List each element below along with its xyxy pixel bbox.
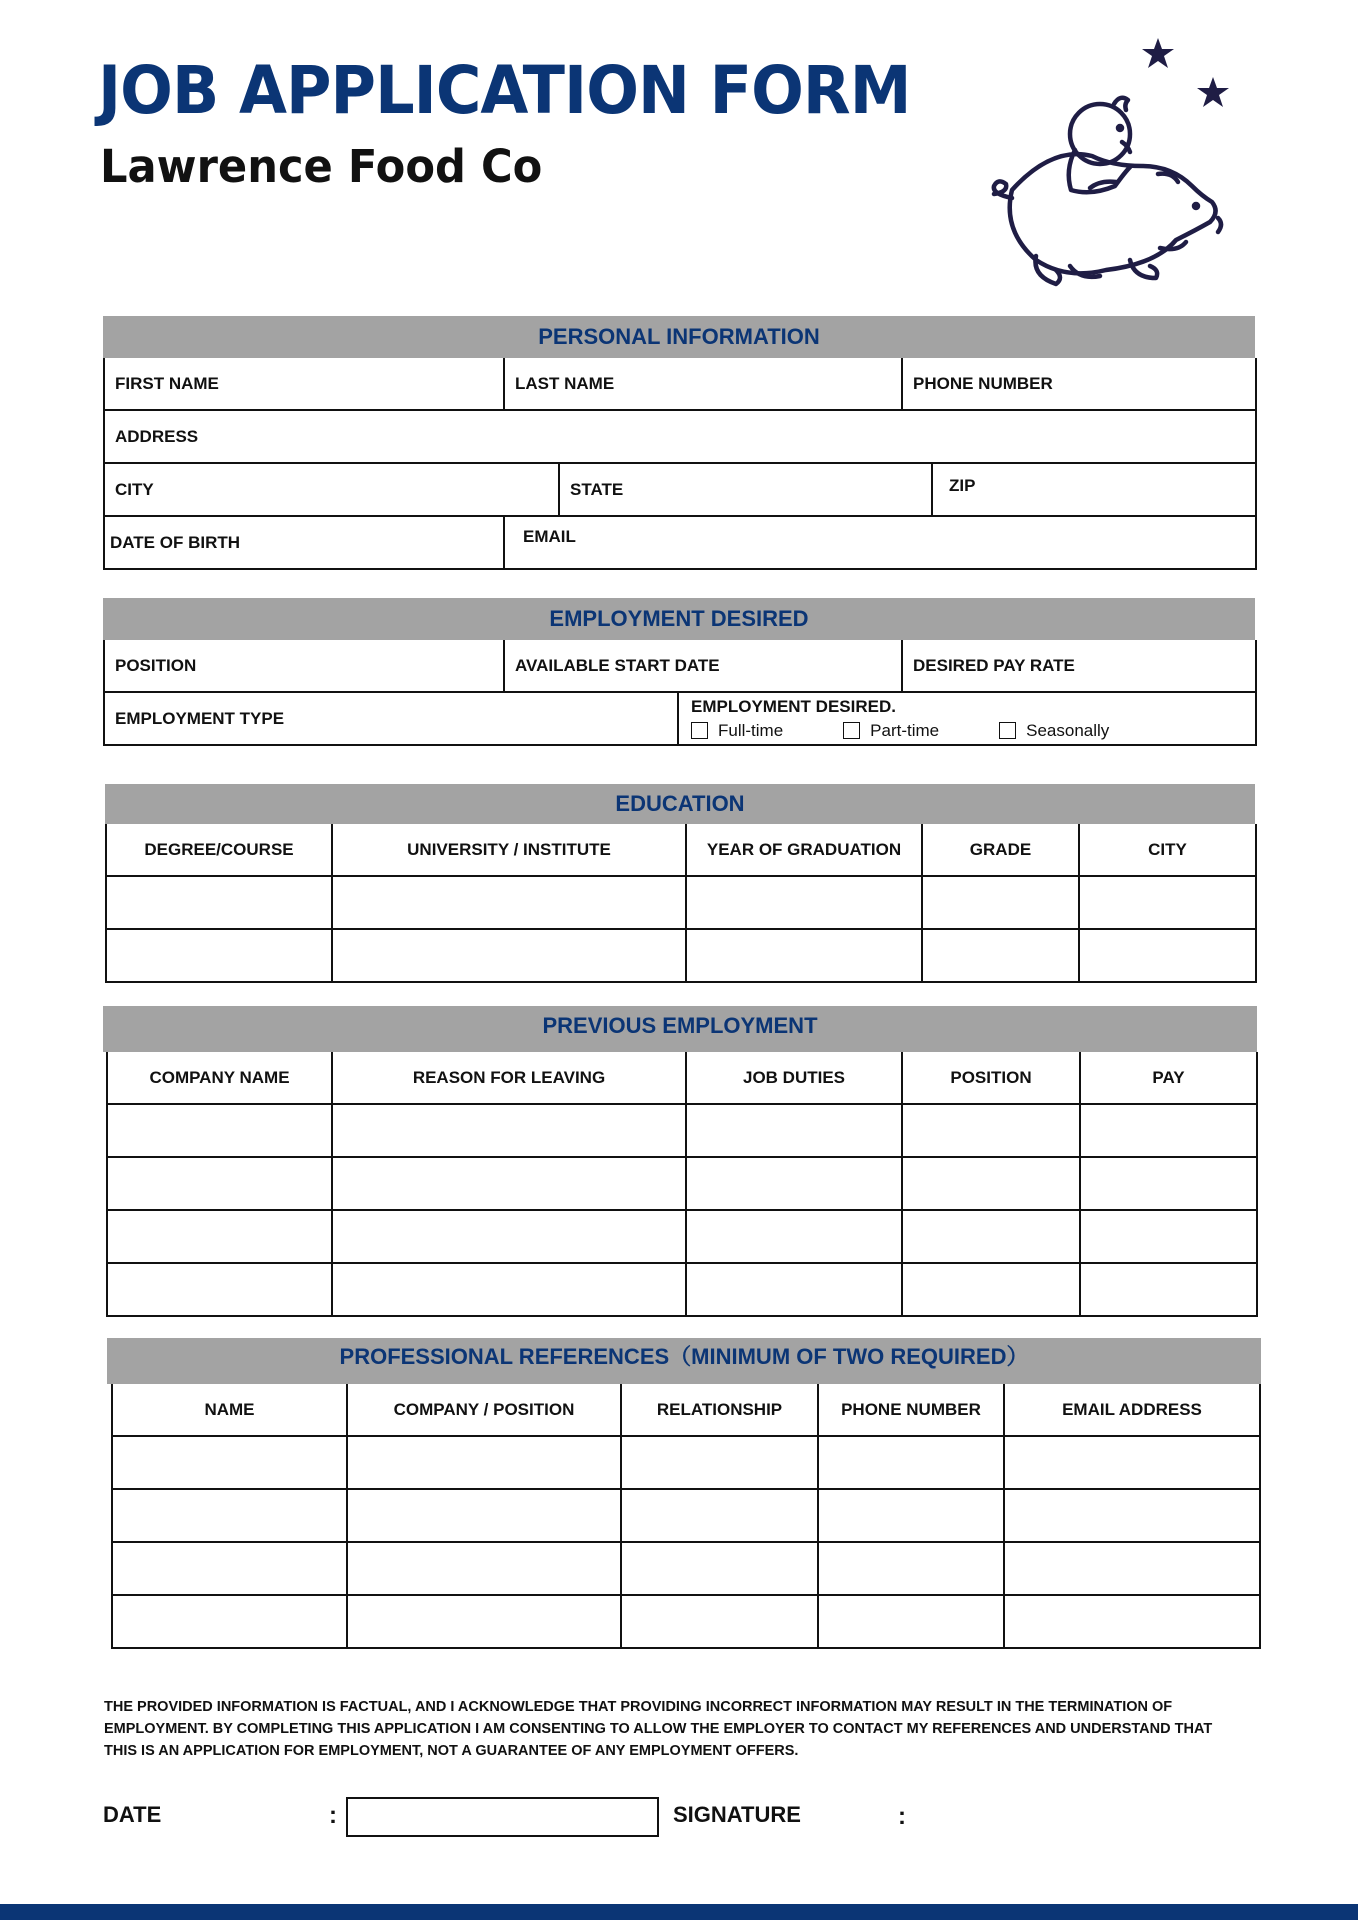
column-header: RELATIONSHIP [622,1384,819,1437]
table-cell[interactable] [687,1158,903,1211]
checkbox-icon[interactable] [999,722,1016,739]
checkbox-icon[interactable] [691,722,708,739]
table-row [108,1264,1257,1317]
table-cell[interactable] [622,1437,819,1490]
table-cell[interactable] [1081,1158,1258,1211]
table-cell[interactable] [107,877,333,930]
column-header: YEAR OF GRADUATION [687,824,923,877]
section-heading: EDUCATION [105,784,1255,824]
address-field[interactable]: ADDRESS [105,411,1257,464]
available-start-date-field[interactable]: AVAILABLE START DATE [505,640,903,693]
column-header: JOB DUTIES [687,1052,903,1105]
table-cell[interactable] [903,1105,1081,1158]
table-cell[interactable] [1005,1437,1261,1490]
phone-number-field[interactable]: PHONE NUMBER [903,358,1257,411]
page-title: JOB APPLICATION FORM [98,52,911,129]
column-header: COMPANY / POSITION [348,1384,622,1437]
table-cell[interactable] [348,1596,622,1649]
employment-desired-options [679,693,1257,746]
table-cell[interactable] [348,1490,622,1543]
table-cell[interactable] [1005,1543,1261,1596]
table-cell[interactable] [622,1596,819,1649]
table-cell[interactable] [1081,1211,1258,1264]
column-header: NAME [113,1384,348,1437]
table-row [113,1596,1261,1649]
column-header: POSITION [903,1052,1081,1105]
column-header: CITY [1080,824,1257,877]
table-cell[interactable] [687,877,923,930]
table-row [113,1543,1261,1596]
table-cell[interactable] [687,1211,903,1264]
table-cell[interactable] [333,1105,687,1158]
table-cell[interactable] [819,1490,1005,1543]
table-cell[interactable] [113,1437,348,1490]
date-input[interactable] [346,1797,659,1837]
column-header: COMPANY NAME [108,1052,333,1105]
table-cell[interactable] [1081,1105,1258,1158]
option-seasonally[interactable]: Seasonally [999,721,1109,741]
date-label: DATE [103,1802,162,1827]
table-cell[interactable] [1080,877,1257,930]
footer-bar [0,1904,1358,1920]
column-header: PAY [1081,1052,1258,1105]
table-cell[interactable] [333,1211,687,1264]
table-cell[interactable] [1005,1596,1261,1649]
last-name-field[interactable]: LAST NAME [505,358,903,411]
table-cell[interactable] [903,1158,1081,1211]
section-heading: PREVIOUS EMPLOYMENT [103,1006,1257,1052]
table-row [107,877,1255,930]
table-cell[interactable] [333,877,687,930]
table-cell[interactable] [819,1437,1005,1490]
section-heading: PROFESSIONAL REFERENCES（MINIMUM OF TWO REQUIRED） [107,1338,1261,1384]
table-cell[interactable] [1080,930,1257,983]
table-row [108,1105,1257,1158]
table-row [107,930,1255,983]
column-header: REASON FOR LEAVING [333,1052,687,1105]
table-row [113,1490,1261,1543]
disclaimer-line: THIS IS AN APPLICATION FOR EMPLOYMENT, NOT A GUARANTEE OF ANY EMPLOYMENT OFFERS. [104,1743,799,1759]
professional-references-section [107,1338,1261,1649]
table-cell[interactable] [622,1543,819,1596]
company-name: Lawrence Food Co [100,140,543,193]
table-cell[interactable] [819,1596,1005,1649]
table-cell[interactable] [108,1264,333,1317]
star-icon [1142,38,1174,68]
table-cell[interactable] [622,1490,819,1543]
table-cell[interactable] [333,1264,687,1317]
table-cell[interactable] [923,877,1080,930]
employment-type-field[interactable]: EMPLOYMENT TYPE [105,693,679,746]
table-cell[interactable] [687,930,923,983]
table-row [113,1437,1261,1490]
signature-colon: : [898,1803,906,1830]
disclaimer-line: THE PROVIDED INFORMATION IS FACTUAL, AND I ACKNOWLEDGE THAT PROVIDING INCORRECT INFORMATION MAY RESULT IN THE TERMINATION OF [104,1699,1173,1715]
date-of-birth-field[interactable]: DATE OF BIRTH [105,517,505,570]
table-cell[interactable] [348,1543,622,1596]
section-heading: PERSONAL INFORMATION [103,316,1255,358]
option-part-time[interactable]: Part-time [843,721,939,741]
email-field[interactable]: EMAIL [505,517,1257,570]
table-cell[interactable] [903,1211,1081,1264]
table-cell[interactable] [108,1105,333,1158]
previous-employment-section [103,1006,1257,1317]
column-header: PHONE NUMBER [819,1384,1005,1437]
table-cell[interactable] [687,1264,903,1317]
table-cell[interactable] [113,1596,348,1649]
option-full-time[interactable]: Full-time [691,721,783,741]
baby-riding-pig-logo [950,30,1240,300]
table-cell[interactable] [923,930,1080,983]
table-cell[interactable] [333,1158,687,1211]
table-cell[interactable] [819,1543,1005,1596]
zip-field[interactable]: ZIP [933,464,1257,517]
star-icon [1197,77,1229,107]
employment-desired-label: EMPLOYMENT DESIRED. [691,696,896,716]
disclaimer-line: EMPLOYMENT. BY COMPLETING THIS APPLICATION I AM CONSENTING TO ALLOW THE EMPLOYER TO CONTACT MY REFERENCES AND UNDERSTAND THAT [104,1721,1213,1737]
table-cell[interactable] [1005,1490,1261,1543]
table-cell[interactable] [333,930,687,983]
table-cell[interactable] [348,1437,622,1490]
table-cell[interactable] [113,1490,348,1543]
first-name-field[interactable]: FIRST NAME [105,358,505,411]
table-cell[interactable] [903,1264,1081,1317]
column-header: UNIVERSITY / INSTITUTE [333,824,687,877]
date-colon: : [329,1802,337,1829]
table-cell[interactable] [108,1211,333,1264]
personal-information-section [103,316,1255,570]
column-header: GRADE [923,824,1080,877]
table-cell[interactable] [113,1543,348,1596]
desired-pay-rate-field[interactable]: DESIRED PAY RATE [903,640,1257,693]
table-row [108,1211,1257,1264]
table-cell[interactable] [107,930,333,983]
signature-label: SIGNATURE [673,1802,801,1827]
table-cell[interactable] [1081,1264,1258,1317]
disclaimer-text [104,1696,1304,1762]
state-field[interactable]: STATE [560,464,933,517]
city-field[interactable]: CITY [105,464,560,517]
education-section [105,784,1255,983]
section-heading: EMPLOYMENT DESIRED [103,598,1255,640]
table-cell[interactable] [108,1158,333,1211]
table-cell[interactable] [687,1105,903,1158]
column-header: EMAIL ADDRESS [1005,1384,1261,1437]
position-field[interactable]: POSITION [105,640,505,693]
checkbox-icon[interactable] [843,722,860,739]
table-row [108,1158,1257,1211]
column-header: DEGREE/COURSE [107,824,333,877]
employment-desired-section [103,598,1255,746]
